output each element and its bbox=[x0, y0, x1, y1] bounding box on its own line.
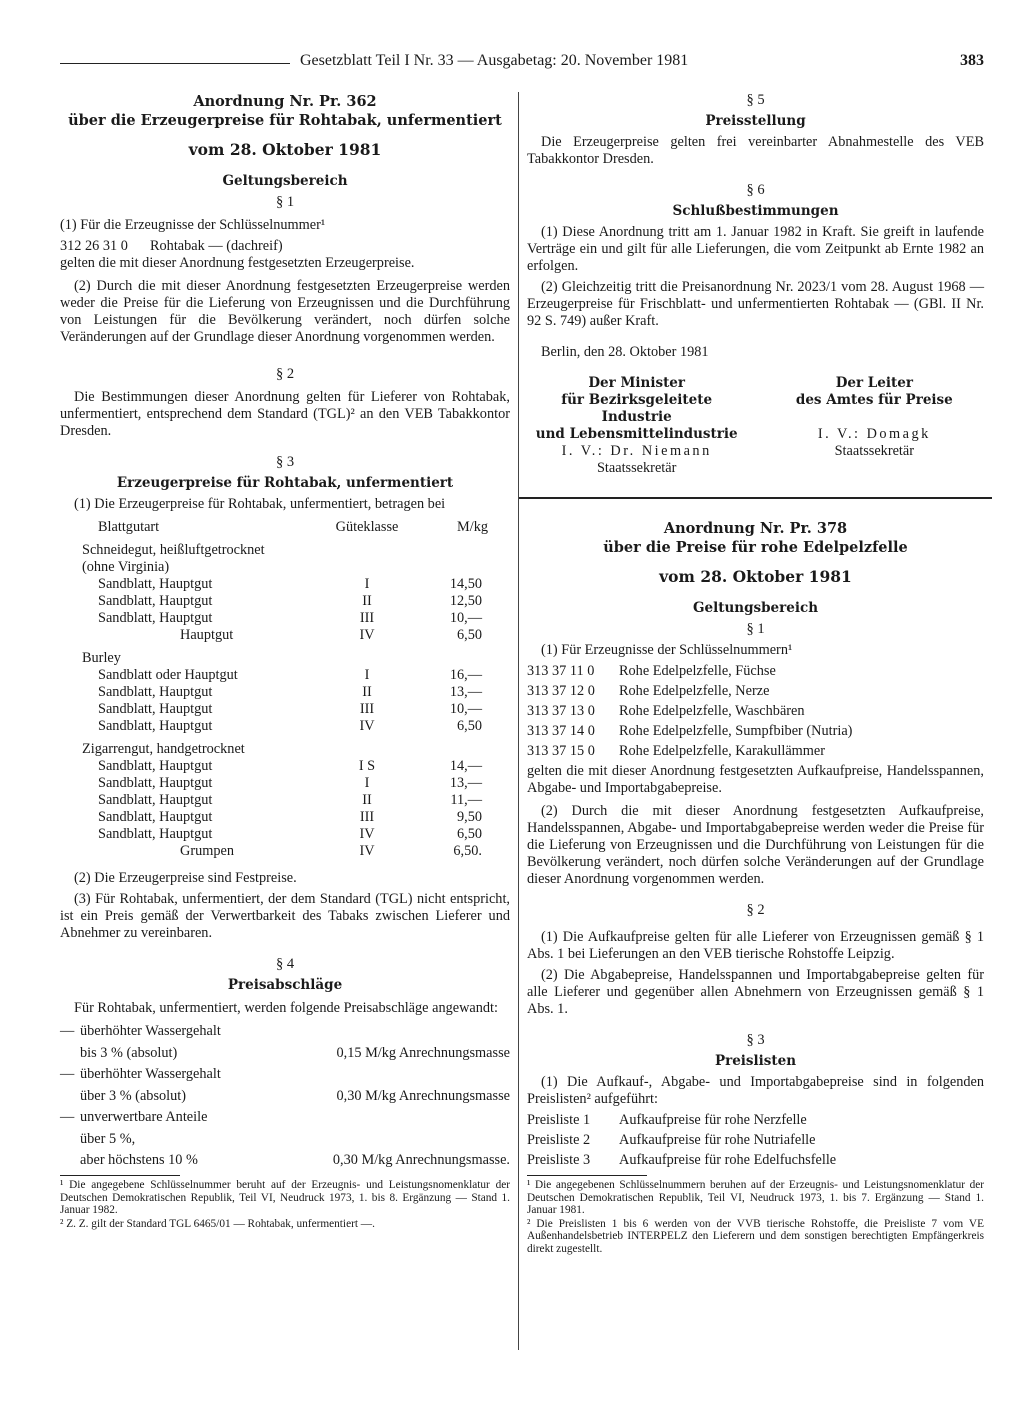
list-item bbox=[527, 663, 984, 680]
paragraph-text: (2) Durch die mit dieser Anordnung festgesetzten Aufkaufpreise, Handelsspannen, Abgabe- und Importabgabepreise werden weder die Preise für die Lieferung von Erzeugnissen und die Durchführung von Leistungen für die Bevölkerung verändert, noch dürfen solche Veränderungen auf der Grundlage dieser Anordnung vorgenommen werden. bbox=[527, 803, 984, 887]
paragraph-text: gelten die mit dieser Anordnung festgesetzten Aufkaufpreise, Handelsspannen, Abgabe- und Importabgabepreise. bbox=[527, 763, 984, 796]
row-grade: IV bbox=[359, 826, 375, 842]
table-row bbox=[60, 684, 510, 701]
row-label: Sandblatt, Hauptgut bbox=[98, 775, 213, 791]
row-label: Hauptgut bbox=[180, 627, 234, 643]
key-number-label: Rohtabak — (dachreif) bbox=[150, 238, 283, 254]
list-item bbox=[527, 1152, 984, 1169]
header-rule bbox=[60, 63, 290, 64]
key-number: 313 37 13 0 bbox=[527, 703, 595, 719]
table-row bbox=[60, 593, 510, 610]
row-price bbox=[422, 650, 510, 667]
paragraph-number: § 3 bbox=[746, 1032, 765, 1048]
paragraph-number: § 6 bbox=[746, 182, 765, 198]
row-grade: I bbox=[364, 576, 370, 592]
row-label: Sandblatt oder Hauptgut bbox=[98, 667, 238, 683]
surcharge-label: unverwertbare Anteile bbox=[80, 1109, 208, 1125]
row-label: Schneidegut, heißluftgetrocknet bbox=[82, 542, 265, 558]
signature-name: I. V.: Dr. Niemann bbox=[561, 443, 712, 459]
paragraph-number: § 2 bbox=[746, 902, 765, 918]
footnote-rule bbox=[527, 1175, 647, 1176]
price-list-name: Preisliste 1 bbox=[527, 1112, 591, 1128]
paragraph-text: (2) Die Abgabepreise, Handelsspannen und Importabgabepreise gelten für alle Lieferer und gegenüber allen Abnehmern von Erzeugnissen gemäß § 1 Abs. 1. bbox=[527, 967, 984, 1017]
paragraph-number: § 3 bbox=[275, 454, 295, 470]
row-grade: I S bbox=[358, 758, 376, 774]
row-label: (ohne Virginia) bbox=[82, 559, 170, 575]
paragraph-text: Die Bestimmungen dieser Anordnung gelten für Lieferer von Rohtabak, unfermentiert, entsprechend dem Standard (TGL)² an den VEB Tabakkontor Dresden. bbox=[60, 389, 510, 439]
section-heading: Geltungsbereich bbox=[222, 173, 348, 189]
order-362-title: Anordnung Nr. Pr. 362 bbox=[193, 93, 377, 110]
table-row bbox=[60, 758, 510, 775]
price-list-name: Preisliste 3 bbox=[527, 1152, 591, 1168]
signature-title: Der Leiter bbox=[835, 375, 913, 391]
column-header: Blattgutart bbox=[98, 519, 160, 535]
row-label: Sandblatt, Hauptgut bbox=[98, 610, 213, 626]
section-heading: Erzeugerpreise für Rohtabak, unfermentiert bbox=[116, 475, 454, 491]
page-number: 383 bbox=[960, 52, 984, 69]
paragraph-text: (1) Für die Erzeugnisse der Schlüsselnummer¹ bbox=[60, 217, 326, 233]
signature-title: und Lebensmittelindustrie bbox=[535, 426, 738, 442]
list-item bbox=[527, 683, 984, 700]
footnote: ¹ Die angegebene Schlüsselnummer beruht auf der Erzeugnis- und Leistungsnomenklatur der Deutschen Demokratischen Republik, Teil VI, Neudruck 1973, 1. bis 8. Ergänzung — Stand 1. Januar 1982. bbox=[60, 1179, 510, 1216]
surcharge-item bbox=[60, 1023, 510, 1062]
key-number: 313 37 14 0 bbox=[527, 723, 595, 739]
paragraph-text: (2) Gleichzeitig tritt die Preisanordnung Nr. 2023/1 vom 28. August 1968 — Erzeugerpreise für Frischblatt- und unfermentierten Rohtabak — (GBl. II Nr. 92 S. 749) außer Kraft. bbox=[527, 279, 984, 329]
signature-title: für Bezirksgeleitete Industrie bbox=[561, 392, 713, 425]
order-362-date: vom 28. Oktober 1981 bbox=[188, 140, 382, 159]
row-grade bbox=[312, 741, 422, 758]
order-378-subtitle: über die Preise für rohe Edelpelzfelle bbox=[603, 539, 908, 556]
table-row bbox=[60, 559, 510, 576]
list-item bbox=[527, 723, 984, 740]
key-number-list bbox=[527, 663, 984, 760]
row-price: 6,50. bbox=[453, 843, 482, 859]
table-row bbox=[60, 542, 510, 559]
row-grade: III bbox=[359, 809, 375, 825]
table-row bbox=[60, 701, 510, 718]
paragraph-number: § 4 bbox=[275, 956, 295, 972]
row-label: Sandblatt, Hauptgut bbox=[98, 718, 213, 734]
table-row bbox=[60, 775, 510, 792]
paragraph-text: Die Erzeugerpreise gelten frei vereinbarter Abnahmestelle des VEB Tabakkontor Dresden. bbox=[527, 134, 984, 167]
key-number-label: Rohe Edelpelzfelle, Füchse bbox=[619, 663, 776, 679]
row-price: 11,— bbox=[450, 792, 482, 808]
row-grade: III bbox=[359, 610, 375, 626]
table-row bbox=[60, 809, 510, 826]
signature-left bbox=[527, 375, 746, 477]
key-number-label: Rohe Edelpelzfelle, Waschbären bbox=[619, 703, 805, 719]
row-price: 6,50 bbox=[456, 627, 482, 643]
surcharge-label: überhöhter Wassergehalt bbox=[80, 1066, 221, 1082]
paragraph-text: gelten die mit dieser Anordnung festgesetzten Erzeugerpreise. bbox=[60, 255, 415, 271]
column-header: M/kg bbox=[457, 519, 488, 535]
row-label: Sandblatt, Hauptgut bbox=[98, 684, 213, 700]
signature-title: Der Minister bbox=[588, 375, 686, 391]
footnote: ² Die Preislisten 1 bis 6 werden von der VVB tierische Rohstoffe, die Preisliste 7 vom VE Außenhandelsbetrieb INTERPELZ den Lieferern und dem sonstigen berechtigten Empfängerkreis direkt zugestellt. bbox=[527, 1217, 984, 1255]
column-header: Güteklasse bbox=[335, 519, 399, 535]
row-label: Sandblatt, Hauptgut bbox=[98, 701, 213, 717]
signature-title: des Amtes für Preise bbox=[795, 392, 953, 408]
row-price: 12,50 bbox=[449, 593, 482, 609]
row-label: Grumpen bbox=[180, 843, 234, 859]
paragraph-text: (2) Die Erzeugerpreise sind Festpreise. bbox=[74, 870, 297, 886]
paragraph-text: (1) Diese Anordnung tritt am 1. Januar 1982 in Kraft. Sie greift in laufende Verträge ein und gilt für alle Lieferungen, die vom Zeitpunkt ab Ernte 1982 an erfolgen. bbox=[527, 224, 984, 274]
row-grade: I bbox=[364, 775, 370, 791]
row-label: Sandblatt, Hauptgut bbox=[98, 758, 213, 774]
surcharge-item bbox=[60, 1066, 510, 1105]
row-grade: IV bbox=[359, 718, 375, 734]
row-price: 13,— bbox=[449, 684, 482, 700]
surcharge-value: 0,30 M/kg Anrechnungsmasse. bbox=[332, 1152, 510, 1168]
key-number: 312 26 31 0 bbox=[60, 238, 128, 254]
table-row bbox=[60, 667, 510, 684]
order-378-date: vom 28. Oktober 1981 bbox=[659, 567, 852, 586]
key-number-label: Rohe Edelpelzfelle, Karakullämmer bbox=[619, 743, 826, 759]
paragraph-number: § 1 bbox=[746, 621, 765, 637]
price-table bbox=[60, 519, 510, 860]
section-heading: Preisstellung bbox=[705, 113, 806, 129]
paragraph-text: (1) Die Aufkauf-, Abgabe- und Importabgabepreise sind in folgenden Preislisten² aufgeführt: bbox=[527, 1074, 984, 1107]
row-grade: III bbox=[359, 701, 375, 717]
price-table-header bbox=[60, 519, 510, 536]
surcharge-label: überhöhter Wassergehalt bbox=[80, 1023, 221, 1039]
section-heading: Geltungsbereich bbox=[692, 600, 819, 616]
footnote: ² Z. Z. gilt der Standard TGL 6465/01 — Rohtabak, unfermentiert —. bbox=[60, 1217, 375, 1230]
row-grade: II bbox=[362, 792, 372, 808]
dash: — bbox=[60, 1023, 75, 1039]
table-row bbox=[60, 792, 510, 809]
surcharge-value: 0,15 M/kg Anrechnungsmasse bbox=[336, 1045, 510, 1061]
list-item bbox=[527, 1132, 984, 1149]
table-row bbox=[60, 741, 510, 758]
signature-right bbox=[765, 375, 984, 477]
key-number: 313 37 15 0 bbox=[527, 743, 595, 759]
signature-role: Staatssekretär bbox=[596, 460, 677, 476]
row-grade: IV bbox=[359, 627, 375, 643]
row-grade: I bbox=[364, 667, 370, 683]
key-number-row bbox=[60, 238, 510, 255]
row-price bbox=[422, 741, 510, 758]
signature-name: I. V.: Domagk bbox=[817, 426, 931, 442]
surcharge-item bbox=[60, 1109, 510, 1169]
row-grade: IV bbox=[359, 843, 375, 859]
order-378-title: Anordnung Nr. Pr. 378 bbox=[663, 520, 848, 537]
table-row bbox=[60, 843, 510, 860]
section-heading: Preislisten bbox=[714, 1053, 797, 1069]
surcharge-condition: bis 3 % (absolut) bbox=[80, 1045, 178, 1061]
header-text: Gesetzblatt Teil I Nr. 33 — Ausgabetag: 20. November 1981 bbox=[300, 52, 689, 69]
paragraph-number: § 5 bbox=[746, 92, 765, 108]
surcharge-condition: über 5 %, bbox=[80, 1131, 136, 1147]
table-row bbox=[60, 718, 510, 735]
row-grade: II bbox=[362, 593, 372, 609]
row-price: 14,50 bbox=[449, 576, 482, 592]
row-price: 6,50 bbox=[456, 826, 482, 842]
column-divider bbox=[518, 92, 519, 1350]
row-price bbox=[422, 559, 510, 576]
price-list-name: Preisliste 2 bbox=[527, 1132, 591, 1148]
table-row bbox=[60, 610, 510, 627]
key-number: 313 37 11 0 bbox=[527, 663, 595, 679]
table-row bbox=[60, 576, 510, 593]
row-price: 14,— bbox=[449, 758, 482, 774]
table-row bbox=[60, 826, 510, 843]
row-label: Sandblatt, Hauptgut bbox=[98, 809, 213, 825]
paragraph-number: § 1 bbox=[275, 194, 295, 210]
row-grade: II bbox=[362, 684, 372, 700]
row-label: Zigarrengut, handgetrocknet bbox=[82, 741, 245, 757]
surcharge-condition: aber höchstens 10 % bbox=[80, 1152, 198, 1168]
key-number-label: Rohe Edelpelzfelle, Nerze bbox=[619, 683, 770, 699]
signatures bbox=[527, 375, 984, 477]
list-item bbox=[527, 1112, 984, 1129]
paragraph-text: (1) Die Aufkaufpreise gelten für alle Lieferer von Erzeugnissen gemäß § 1 Abs. 1 bei Lieferungen an den VEB tierische Rohstoffe Leipzig. bbox=[527, 929, 984, 962]
paragraph-text: (1) Für Erzeugnisse der Schlüsselnummern¹ bbox=[541, 642, 793, 658]
row-grade bbox=[312, 542, 422, 559]
page-header bbox=[60, 52, 984, 74]
price-list-label: Aufkaufpreise für rohe Edelfuchsfelle bbox=[619, 1152, 837, 1168]
place-date: Berlin, den 28. Oktober 1981 bbox=[541, 344, 709, 360]
table-row bbox=[60, 650, 510, 667]
surcharge-value: 0,30 M/kg Anrechnungsmasse bbox=[336, 1088, 510, 1104]
row-label: Sandblatt, Hauptgut bbox=[98, 826, 213, 842]
paragraph-number: § 2 bbox=[275, 366, 295, 382]
row-label: Sandblatt, Hauptgut bbox=[98, 576, 213, 592]
key-number: 313 37 12 0 bbox=[527, 683, 595, 699]
order-362-subtitle: über die Erzeugerpreise für Rohtabak, unfermentiert bbox=[68, 112, 502, 129]
footnote: ¹ Die angegebenen Schlüsselnummern beruhen auf der Erzeugnis- und Leistungsnomenklatur der Deutschen Demokratischen Republik, Teil VI, Neudruck 1973, 1. bis 7. Ergänzung — Stand 1. Januar 1981. bbox=[527, 1179, 984, 1216]
right-column bbox=[527, 92, 984, 1256]
row-price: 16,— bbox=[449, 667, 482, 683]
price-list-label: Aufkaufpreise für rohe Nerzfelle bbox=[619, 1112, 807, 1128]
row-price: 13,— bbox=[449, 775, 482, 791]
key-number-label: Rohe Edelpelzfelle, Sumpfbiber (Nutria) bbox=[619, 723, 853, 739]
list-item bbox=[527, 703, 984, 720]
row-grade bbox=[312, 650, 422, 667]
row-price: 9,50 bbox=[456, 809, 482, 825]
row-grade bbox=[312, 559, 422, 576]
paragraph-text: (1) Die Erzeugerpreise für Rohtabak, unfermentiert, betragen bei bbox=[74, 496, 446, 512]
signature-role: Staatssekretär bbox=[834, 443, 915, 459]
price-list-list bbox=[527, 1112, 984, 1169]
row-price: 6,50 bbox=[456, 718, 482, 734]
dash: — bbox=[60, 1109, 75, 1125]
table-row bbox=[60, 627, 510, 644]
surcharge-condition: über 3 % (absolut) bbox=[80, 1088, 187, 1104]
row-label: Sandblatt, Hauptgut bbox=[98, 792, 213, 808]
paragraph-text: (3) Für Rohtabak, unfermentiert, der dem Standard (TGL) nicht entspricht, ist ein Preis gemäß der Verwertbarkeit des Tabaks zwischen Lieferer und Abnehmer zu vereinbaren. bbox=[60, 891, 510, 941]
footnote-rule bbox=[60, 1175, 180, 1176]
dash: — bbox=[60, 1066, 75, 1082]
row-price: 10,— bbox=[449, 701, 482, 717]
section-heading: Schlußbestimmungen bbox=[672, 203, 839, 219]
section-heading: Preisabschläge bbox=[227, 977, 343, 993]
row-price: 10,— bbox=[449, 610, 482, 626]
left-column bbox=[60, 92, 510, 1231]
paragraph-text: (2) Durch die mit dieser Anordnung festgesetzten Erzeugerpreise werden weder die Preise für die Lieferung von Erzeugnissen und die Durchführung von Leistungen für die Bevölkerung verändert, noch dürfen solche Veränderungen auf der Grundlage dieser Anordnung vorgenommen werden. bbox=[60, 278, 510, 345]
row-label: Burley bbox=[82, 650, 121, 666]
paragraph-text: Für Rohtabak, unfermentiert, werden folgende Preisabschläge angewandt: bbox=[74, 1000, 498, 1016]
list-item bbox=[527, 743, 984, 760]
row-price bbox=[422, 542, 510, 559]
row-label: Sandblatt, Hauptgut bbox=[98, 593, 213, 609]
price-list-label: Aufkaufpreise für rohe Nutriafelle bbox=[619, 1132, 816, 1148]
